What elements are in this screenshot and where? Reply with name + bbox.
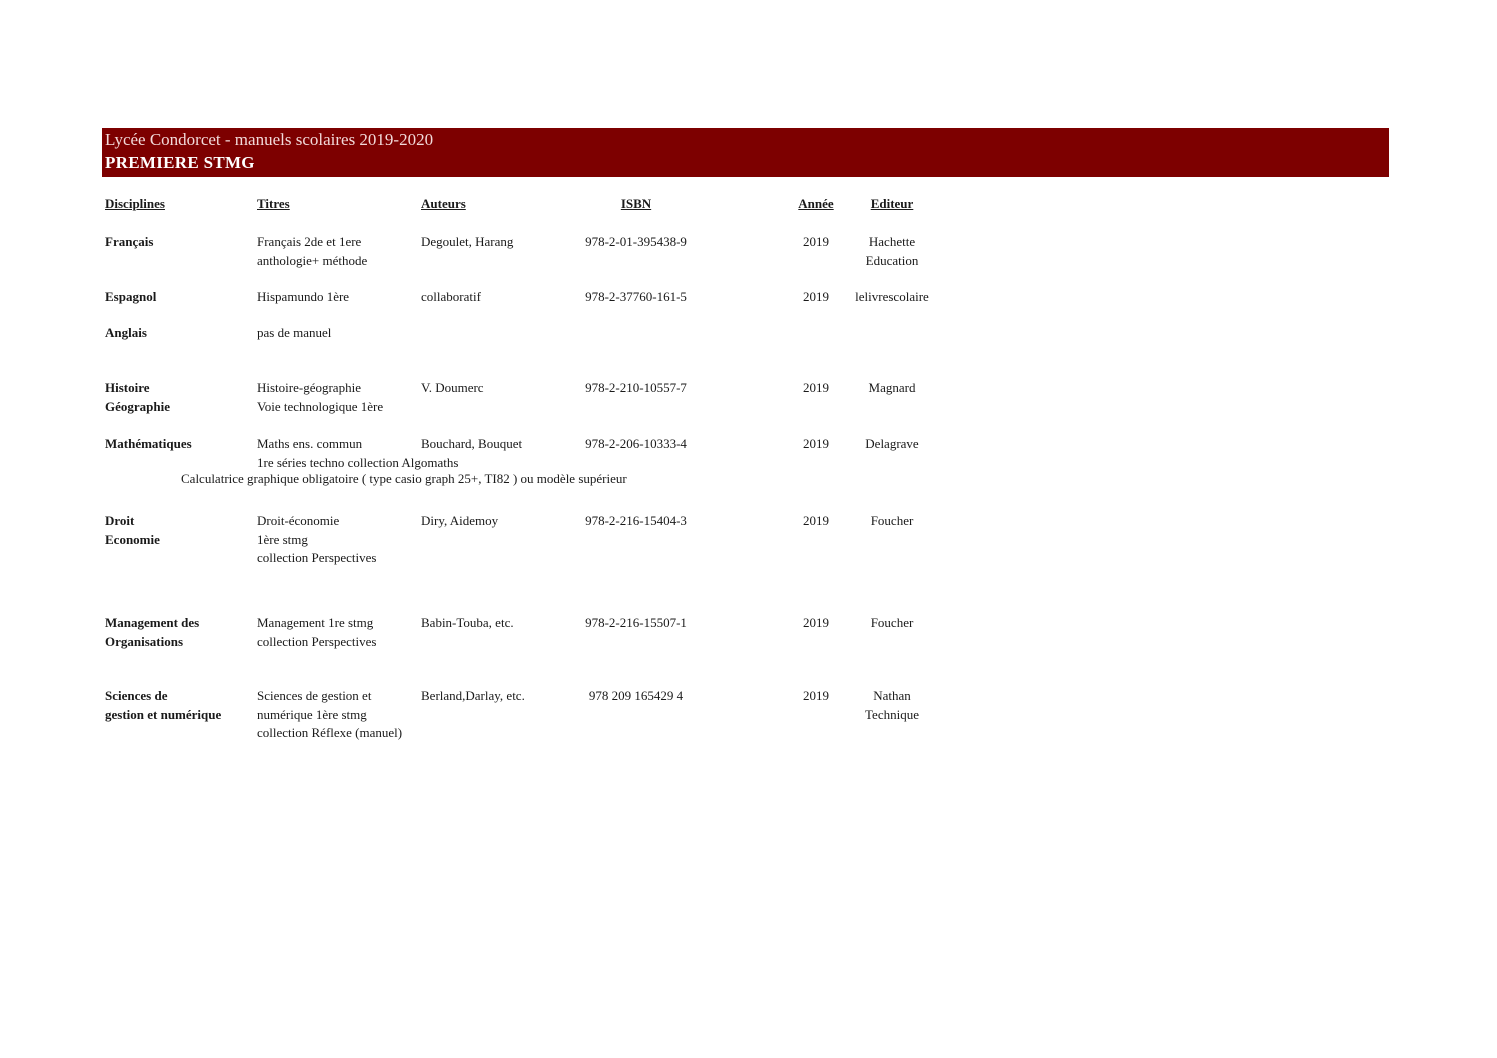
- cell-annee: 2019: [803, 513, 829, 528]
- cell-auteurs: Babin-Touba, etc.: [421, 615, 514, 630]
- cell-isbn: 978-2-37760-161-5: [585, 289, 687, 304]
- cell-editeur: Hachette Education: [865, 234, 919, 268]
- cell-isbn: 978-2-216-15404-3: [585, 513, 687, 528]
- cell-discipline: Management des Organisations: [105, 615, 200, 649]
- cell-auteurs: Diry, Aidemoy: [421, 513, 499, 528]
- cell-auteurs: collaboratif: [421, 289, 481, 304]
- cell-titre: Management 1re stmg collection Perspectives: [257, 615, 377, 649]
- cell-titre: pas de manuel: [257, 325, 332, 340]
- cell-titre: Histoire-géographie Voie technologique 1ère: [257, 380, 384, 414]
- cell-annee: 2019: [803, 615, 829, 630]
- cell-discipline: Anglais: [105, 325, 147, 340]
- cell-editeur: Nathan Technique: [865, 688, 919, 722]
- cell-annee: 2019: [803, 289, 829, 304]
- cell-discipline: Français: [105, 234, 154, 249]
- cell-titre: Hispamundo 1ère: [257, 289, 350, 304]
- cell-auteurs: Bouchard, Bouquet: [421, 436, 523, 451]
- calculator-note: Calculatrice graphique obligatoire ( type casio graph 25+, TI82 ) ou modèle supérieur: [181, 471, 627, 486]
- school-title: Lycée Condorcet - manuels scolaires 2019-2020: [105, 130, 434, 149]
- cell-discipline: Histoire Géographie: [105, 380, 170, 414]
- cell-editeur: lelivrescolaire: [855, 289, 929, 304]
- cell-auteurs: V. Doumerc: [421, 380, 484, 395]
- cell-auteurs: Berland,Darlay, etc.: [421, 688, 525, 703]
- cell-discipline: Droit Economie: [105, 513, 160, 547]
- cell-discipline: Espagnol: [105, 289, 157, 304]
- cell-editeur: Foucher: [870, 513, 914, 528]
- cell-annee: 2019: [803, 688, 829, 703]
- grade-title: PREMIERE STMG: [105, 153, 255, 172]
- cell-editeur: Delagrave: [865, 436, 919, 451]
- title-banner: [102, 128, 1389, 177]
- cell-titre: Sciences de gestion et numérique 1ère stmg collection Réflexe (manuel): [257, 688, 403, 740]
- cell-annee: 2019: [803, 436, 829, 451]
- cell-titre: Français 2de et 1ere anthologie+ méthode: [257, 234, 368, 268]
- cell-discipline: Mathématiques: [105, 436, 192, 451]
- header-isbn: ISBN: [620, 196, 652, 211]
- cell-editeur: Foucher: [870, 615, 914, 630]
- cell-isbn: 978-2-210-10557-7: [585, 380, 687, 395]
- cell-titre: Maths ens. commun 1re séries techno collection Algomaths: [257, 436, 459, 470]
- cell-isbn: 978-2-216-15507-1: [585, 615, 687, 630]
- header-editeur: Editeur: [870, 196, 914, 211]
- cell-isbn: 978 209 165429 4: [588, 688, 684, 703]
- header-annee: Année: [798, 196, 834, 211]
- cell-isbn: 978-2-01-395438-9: [585, 234, 687, 249]
- cell-auteurs: Degoulet, Harang: [421, 234, 514, 249]
- cell-annee: 2019: [803, 380, 829, 395]
- cell-isbn: 978-2-206-10333-4: [585, 436, 687, 451]
- cell-editeur: Magnard: [868, 380, 916, 395]
- header-auteurs: Auteurs: [421, 196, 466, 211]
- cell-annee: 2019: [803, 234, 829, 249]
- header-titres: Titres: [257, 196, 290, 211]
- header-disciplines: Disciplines: [105, 196, 165, 211]
- cell-discipline: Sciences de gestion et numérique: [105, 688, 222, 722]
- cell-titre: Droit-économie 1ère stmg collection Perspectives: [257, 513, 377, 565]
